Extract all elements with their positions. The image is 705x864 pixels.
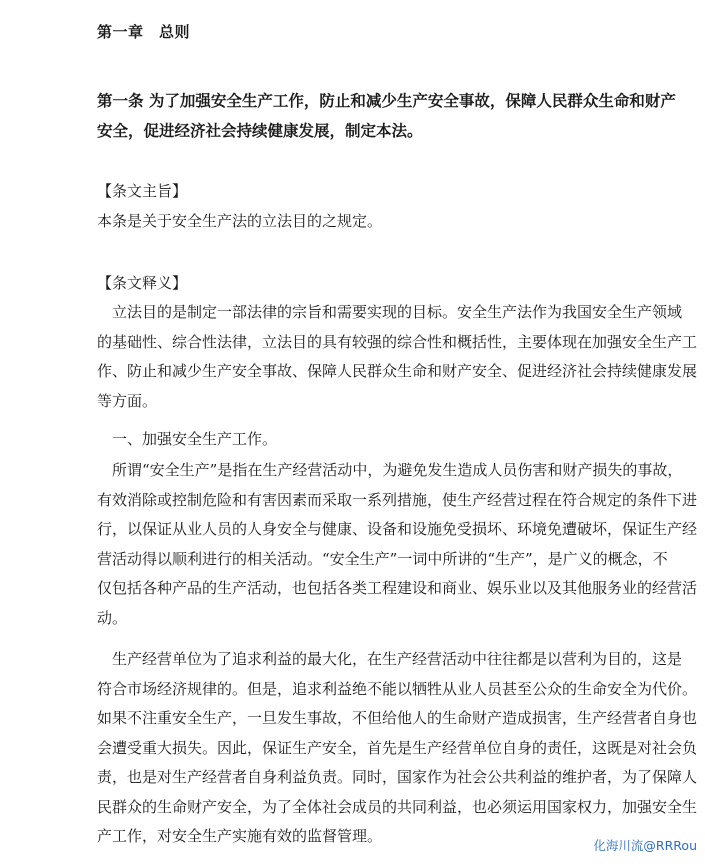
paragraph-line: 动。 (97, 608, 128, 627)
paragraph-line: 如果不注重安全生产，一旦发生事故，不但给他人的生命财产造成损害，生产经营者自身也 (97, 709, 698, 727)
paragraph-line: 营活动得以顺利进行的相关活动。“安全生产”一词中所讲的“生产”，是广义的概念，不 (97, 549, 668, 568)
article-heading-line: 第一条 为了加强安全生产工作，防止和减少生产安全事故，保障人民群众生命和财产 (97, 91, 676, 110)
purpose-text: 本条是关于安全生产法的立法目的之规定。 (97, 212, 383, 230)
paragraph-2 (97, 425, 637, 455)
paragraph-line: 行，以保证从业人员的人身安全与健康、设备和设施免受损坏、环境免遭破坏，保证生产经 (97, 520, 698, 538)
paragraph-line: 的基础性、综合性法律，立法目的具有较强的综合性和概括性，主要体现在加强安全生产工 (97, 332, 698, 351)
paragraph-line: 符合市场经济规律的。但是，追求利益绝不能以牺牲从业人员甚至公众的生命安全为代价。 (97, 679, 698, 698)
paragraph-line: 有效消除或控制危险和有害因素而采取一系列措施，使生产经营过程在符合规定的条件下进 (97, 490, 698, 509)
purpose-label: 【条文主旨】 (97, 182, 188, 200)
paragraph-line: 仅包括各种产品的生产活动，也包括各类工程建设和商业、娱乐业以及其他服务业的经营活 (97, 579, 698, 597)
paragraph-line: 会遭受重大损失。因此，保证生产安全，首先是生产经营单位自身的责任，这既是对社会负 (97, 738, 698, 757)
paragraph-line: 所谓“安全生产”是指在生产经营活动中，为避免发生造成人员伤害和财产损失的事故， (97, 461, 683, 479)
paragraph-line: 产工作，对安全生产实施有效的监督管理。 (97, 827, 383, 845)
paragraph-line: 生产经营单位为了追求利益的最大化，在生产经营活动中往往都是以营利为目的，这是 (97, 650, 683, 668)
article-heading (97, 86, 676, 146)
watermark: 化海川流@RRRou (593, 838, 697, 853)
paragraph-line: 一、加强安全生产工作。 (97, 430, 278, 448)
paragraph-line: 立法目的是制定一部法律的宗旨和需要实现的目标。安全生产法作为我国安全生产领域 (97, 303, 683, 321)
paragraph-3 (97, 456, 698, 633)
paragraph-line: 责，也是对生产经营者自身利益负责。同时，国家作为社会公共利益的维护者，为了保障人 (97, 768, 698, 786)
paragraph-line: 等方面。 (97, 391, 158, 410)
article-heading-line: 安全，促进经济社会持续健康发展，制定本法。 (97, 121, 423, 140)
paragraph-1 (97, 298, 698, 416)
interpretation-label: 【条文释义】 (97, 274, 188, 292)
paragraph-line: 作、防止和减少生产安全事故、保障人民群众生命和财产安全、促进经济社会持续健康发展 (97, 362, 698, 380)
paragraph-line: 民群众的生命财产安全，为了全体社会成员的共同利益，也必须运用国家权力，加强安全生 (97, 797, 698, 816)
chapter-title: 第一章 总则 (97, 23, 191, 41)
